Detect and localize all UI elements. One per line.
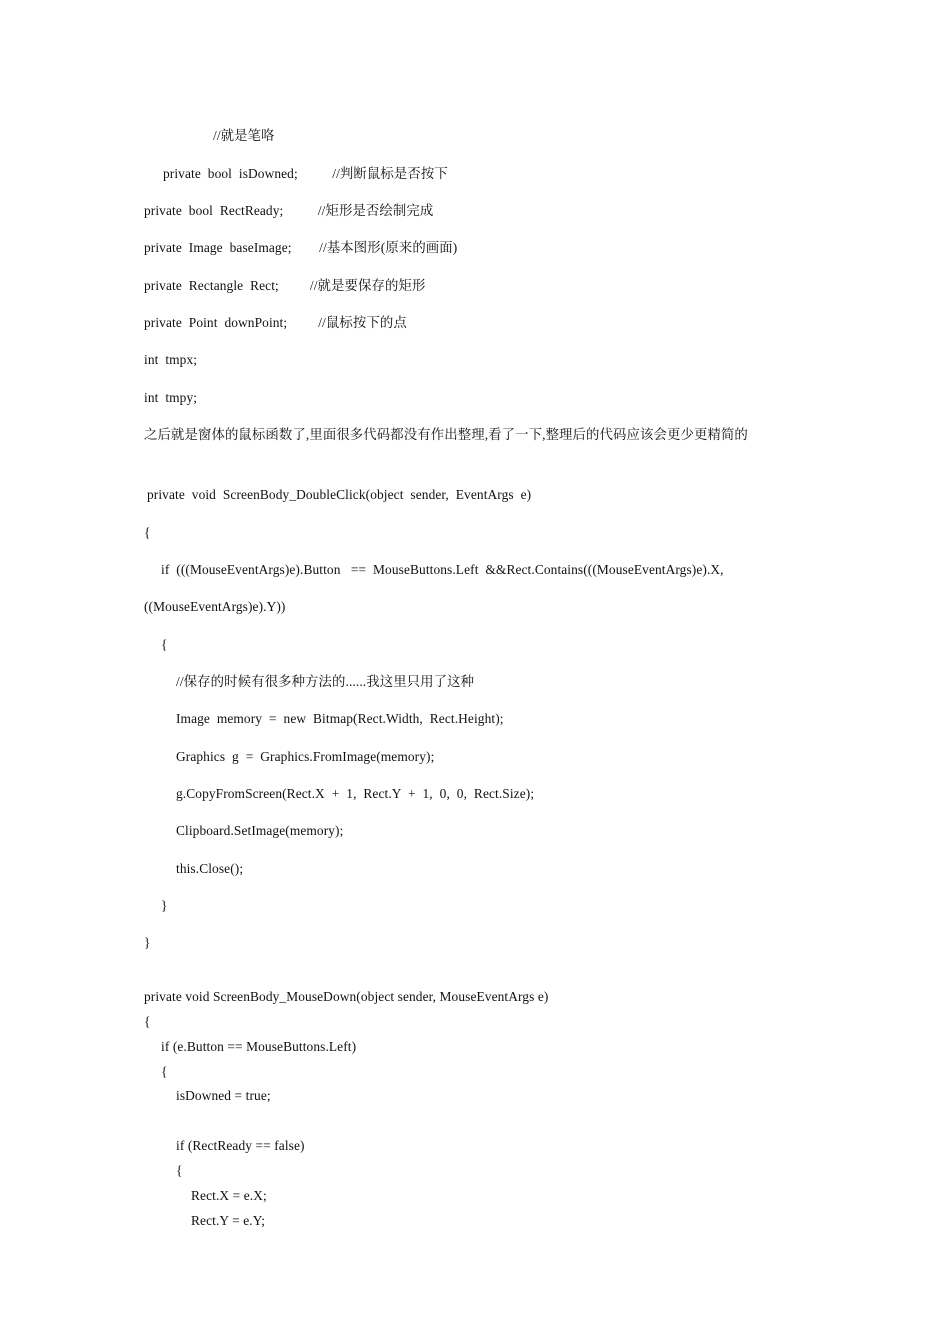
code-statement: Graphics g = Graphics.FromImage(memory); (176, 749, 435, 764)
code-brace: { (144, 1014, 151, 1029)
body-paragraph: 之后就是窗体的鼠标函数了,里面很多代码都没有作出整理,看了一下,整理后的代码应该会更少更精简的 (144, 427, 748, 442)
code-method-signature: private void ScreenBody_MouseDown(object sender, MouseEventArgs e) (144, 989, 549, 1004)
code-statement: Clipboard.SetImage(memory); (176, 823, 344, 838)
code-brace: { (144, 525, 151, 540)
code-if-statement: if (((MouseEventArgs)e).Button == MouseButtons.Left &&Rect.Contains(((MouseEventArgs)e).X, (161, 562, 724, 577)
code-comment: //保存的时候有很多种方法的......我这里只用了这种 (176, 674, 475, 689)
code-field-declaration: int tmpx; (144, 352, 198, 367)
code-if-statement: if (RectReady == false) (176, 1138, 305, 1153)
code-field-declaration: private bool isDowned; //判断鼠标是否按下 (163, 166, 448, 181)
code-brace: { (176, 1163, 183, 1178)
code-statement: isDowned = true; (176, 1088, 271, 1103)
code-method-signature: private void ScreenBody_DoubleClick(object sender, EventArgs e) (147, 487, 532, 502)
code-statement: this.Close(); (176, 861, 244, 876)
code-field-declaration: int tmpy; (144, 390, 198, 405)
code-field-declaration: private Point downPoint; //鼠标按下的点 (144, 315, 407, 330)
code-statement: g.CopyFromScreen(Rect.X + 1, Rect.Y + 1, 0, 0, Rect.Size); (176, 786, 535, 801)
code-if-statement-continued: ((MouseEventArgs)e).Y)) (144, 599, 286, 614)
code-if-statement: if (e.Button == MouseButtons.Left) (161, 1039, 357, 1054)
code-statement: Rect.X = e.X; (191, 1188, 267, 1203)
code-brace: { (161, 637, 168, 652)
code-brace: } (144, 935, 151, 950)
code-brace: { (161, 1064, 168, 1079)
code-statement: Rect.Y = e.Y; (191, 1213, 266, 1228)
code-field-declaration: private Image baseImage; //基本图形(原来的画面) (144, 240, 458, 255)
code-statement: Image memory = new Bitmap(Rect.Width, Rect.Height); (176, 711, 504, 726)
code-field-declaration: private Rectangle Rect; //就是要保存的矩形 (144, 278, 426, 293)
code-brace: } (161, 898, 168, 913)
code-field-declaration: private bool RectReady; //矩形是否绘制完成 (144, 203, 434, 218)
code-comment: //就是笔咯 (213, 128, 275, 143)
